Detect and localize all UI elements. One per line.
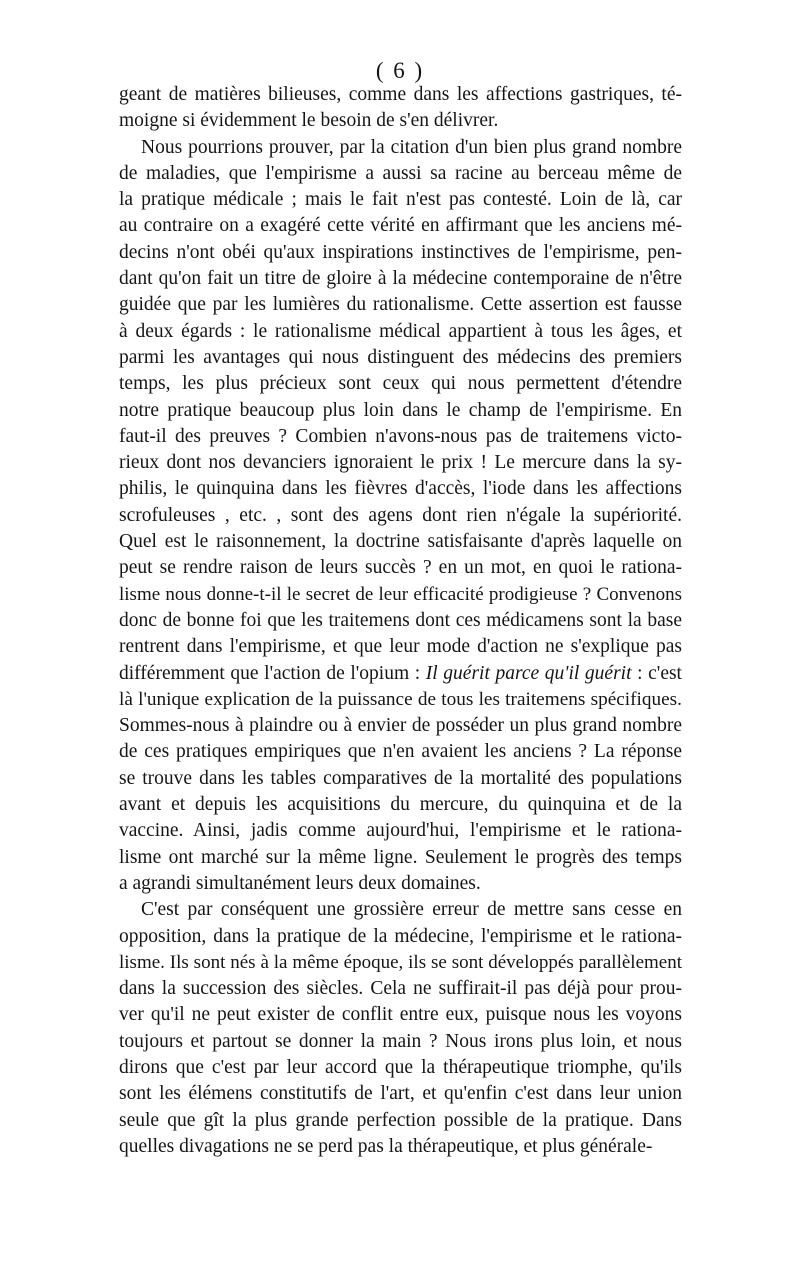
paragraph: [119, 897, 682, 1160]
text-line: lisme. Ils sont nés à la même époque, ils se sont développés parallèlement: [119, 951, 682, 973]
text-line: donc de bonne foi que les traitemens dont ces médicamens sont la base: [119, 609, 682, 631]
text-line: lisme ont marché sur la même ligne. Seulement le progrès des temps: [119, 846, 682, 868]
text-line: différemment que l'action de l'opium : Il guérit parce qu'il guérit : c'est: [119, 662, 682, 684]
text-line: a agrandi simultanément leurs deux domaines.: [119, 872, 481, 894]
text-line: Quel est le raisonnement, la doctrine satisfaisante d'après laquelle on: [119, 531, 682, 553]
text-line: au contraire on a exagéré cette vérité en affirmant que les anciens mé-: [119, 215, 682, 237]
text-line: seule que gît la plus grande perfection possible de la pratique. Dans: [119, 1109, 682, 1131]
text-line: dans la succession des siècles. Cela ne suffirait-il pas déjà pour prou-: [119, 978, 682, 1000]
paragraph: [119, 135, 682, 898]
text-line: rentrent dans l'empirisme, et que leur mode d'action ne s'explique pas: [119, 636, 682, 658]
text-line: de ces pratiques empiriques que n'en avaient les anciens ? La réponse: [119, 741, 682, 763]
text-line: avant et depuis les acquisitions du mercure, du quinquina et de la: [119, 794, 682, 816]
text-line: de maladies, que l'empirisme a aussi sa racine au berceau même de: [119, 162, 682, 184]
text-line: là l'unique explication de la puissance de tous les traitemens spécifiques.: [119, 688, 682, 710]
paragraph: [119, 82, 682, 135]
text-line: dant qu'on fait un titre de gloire à la médecine contemporaine de n'être: [119, 268, 682, 290]
text-line: scrofuleuses , etc. , sont des agens dont rien n'égale la supériorité.: [119, 504, 682, 526]
text-line: rieux dont nos devanciers ignoraient le prix ! Le mercure dans la sy-: [119, 452, 682, 474]
text-line: temps, les plus précieux sont ceux qui nous permettent d'étendre: [119, 373, 682, 395]
text-line: philis, le quinquina dans les fièvres d'accès, l'iode dans les affections: [119, 478, 682, 500]
text-line: decins n'ont obéi qu'aux inspirations instinctives de l'empirisme, pen-: [119, 241, 682, 263]
text-line: C'est par conséquent une grossière erreur de mettre sans cesse en: [141, 899, 682, 921]
text-line: dirons que c'est par leur accord que la thérapeutique triomphe, qu'ils: [119, 1056, 682, 1078]
text-line: Sommes-nous à plaindre ou à envier de posséder un plus grand nombre: [119, 715, 682, 737]
text-line: guidée que par les lumières du rationalisme. Cette assertion est fausse: [119, 294, 682, 316]
text-line: parmi les avantages qui nous distinguent des médecins des premiers: [119, 346, 682, 368]
text-line: notre pratique beaucoup plus loin dans le champ de l'empirisme. En: [119, 399, 682, 421]
text-line: ver qu'il ne peut exister de conflit entre eux, puisque nous les voyons: [119, 1004, 682, 1026]
text-line: geant de matières bilieuses, comme dans les affections gastriques, té-: [119, 84, 682, 105]
text-line: Nous pourrions prouver, par la citation d'un bien plus grand nombre: [141, 136, 682, 158]
page-number: ( 6 ): [375, 58, 425, 83]
body-text: [119, 82, 682, 1160]
text-line: à deux égards : le rationalisme médical appartient à tous les âges, et: [119, 320, 682, 342]
text-line: moigne si évidemment le besoin de s'en délivrer.: [119, 110, 499, 132]
text-line: vaccine. Ainsi, jadis comme aujourd'hui, l'empirisme et le rationa-: [119, 820, 682, 842]
text-line: se trouve dans les tables comparatives de la mortalité des populations: [119, 767, 682, 789]
text-line: la pratique médicale ; mais le fait n'est pas contesté. Loin de là, car: [119, 189, 682, 211]
text-line: peut se rendre raison de leurs succès ? en un mot, en quoi le rationa-: [119, 557, 682, 579]
text-line: faut-il des preuves ? Combien n'avons-nous pas de traitemens victo-: [119, 425, 682, 447]
text-line: opposition, dans la pratique de la médecine, l'empirisme et le rationa-: [119, 925, 682, 947]
text-line: lisme nous donne-t-il le secret de leur efficacité prodigieuse ? Convenons: [119, 583, 682, 605]
text-line: quelles divagations ne se perd pas la thérapeutique, et plus générale-: [119, 1135, 653, 1157]
text-line: toujours et partout se donner la main ? Nous irons plus loin, et nous: [119, 1030, 682, 1052]
text-line: sont les élémens constitutifs de l'art, et qu'enfin c'est dans leur union: [119, 1083, 682, 1105]
